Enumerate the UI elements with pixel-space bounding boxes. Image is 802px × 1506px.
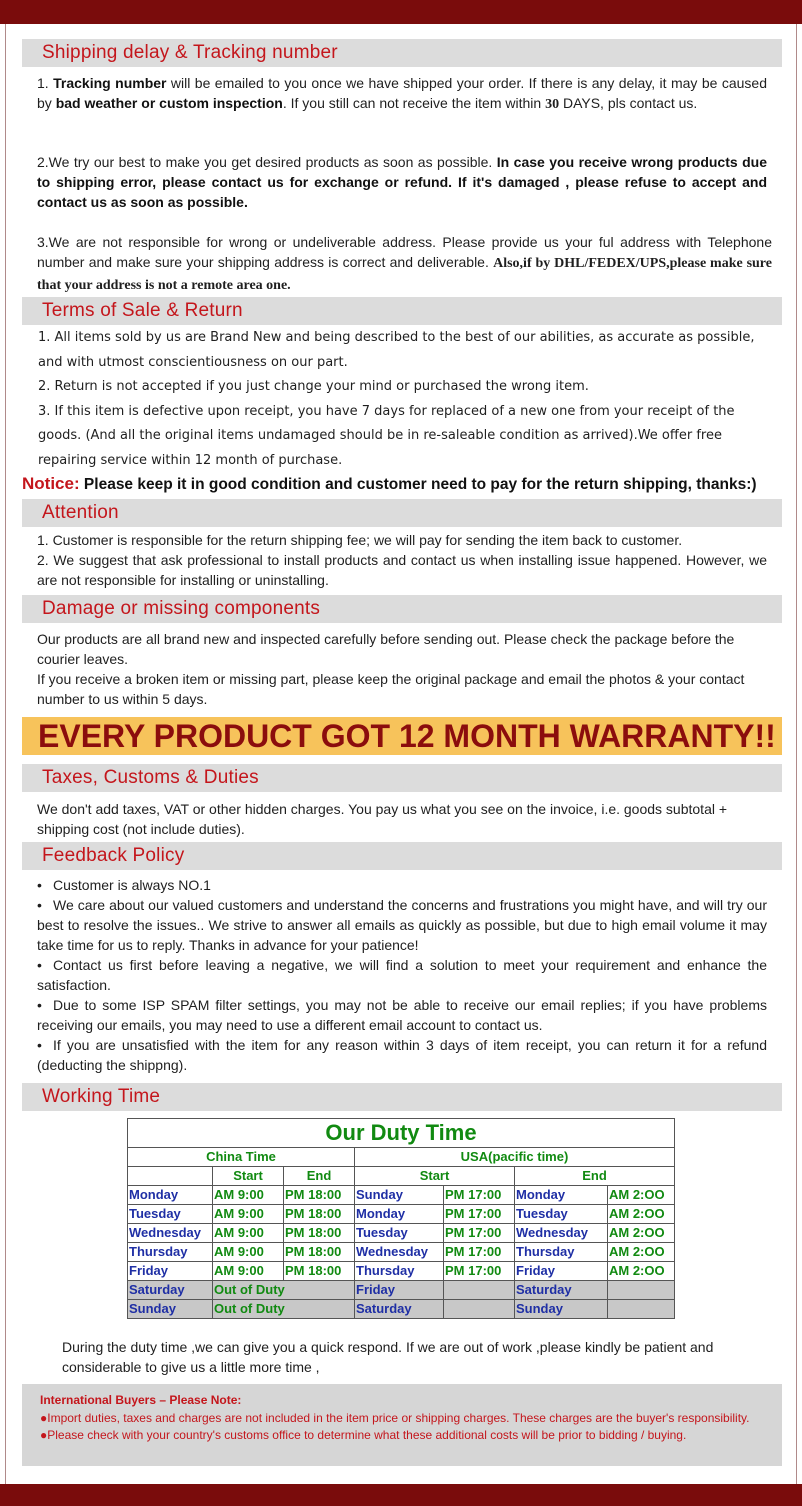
table-row: Sunday Out of Duty Saturday Sunday xyxy=(128,1300,675,1319)
table-row: Friday AM 9:00 PM 18:00 Thursday PM 17:00 Friday AM 2:OO xyxy=(128,1262,675,1281)
list-item: • Customer is always NO.1 xyxy=(37,877,211,893)
working-heading: Working Time xyxy=(22,1083,782,1111)
usa-start-header: Start xyxy=(355,1167,515,1186)
terms-heading: Terms of Sale & Return xyxy=(22,297,782,325)
duty-time-table xyxy=(127,1118,675,1319)
notice-label: Notice: xyxy=(22,474,80,493)
bottom-frame-bar xyxy=(0,1484,802,1506)
terms-item: 1. All items sold by us are Brand New and being described to the best of our abilities, as accurate as possible, and with utmost conscientiousness on our part. xyxy=(38,330,755,370)
terms-list xyxy=(38,326,778,473)
feedback-list xyxy=(37,875,767,1075)
shipping-heading: Shipping delay & Tracking number xyxy=(22,39,782,67)
china-time-header: China Time xyxy=(128,1148,355,1167)
attention-item: 2. We suggest that ask professional to install products and contact us when installing issue happened. However, we are not responsible for installing or uninstalling. xyxy=(37,552,767,588)
terms-item: 3. If this item is defective upon receipt, you have 7 days for replaced of a new one from your receipt of the goods. (And all the original items undamaged should be in re-saleable condition as arrived).We offer free repairing service within 12 month of purchase. xyxy=(38,403,735,468)
attention-item: 1. Customer is responsible for the return shipping fee; we will pay for sending the item back to customer. xyxy=(37,532,683,548)
table-row: Monday AM 9:00 PM 18:00 Sunday PM 17:00 Monday AM 2:OO xyxy=(128,1186,675,1205)
list-item: • Contact us first before leaving a negative, we will find a solution to meet your requirement and enhance the satisfaction. xyxy=(37,957,767,993)
table-row: Saturday Out of Duty Friday Saturday xyxy=(128,1281,675,1300)
usa-end-header: End xyxy=(515,1167,675,1186)
feedback-heading: Feedback Policy xyxy=(22,842,782,870)
international-item: ●Import duties, taxes and charges are not included in the item price or shipping charges. These charges are the buyer's responsibility. xyxy=(40,1410,750,1425)
table-row: Thursday AM 9:00 PM 18:00 Wednesday PM 17:00 Thursday AM 2:OO xyxy=(128,1243,675,1262)
china-start-header: Start xyxy=(213,1167,284,1186)
shipping-paragraph-2: 2.We try our best to make you get desired products as soon as possible. In case you receive wrong products due to shipping error, please contact us for exchange or refund. If it's damaged , please refuse to accept and contact us as soon as possible. xyxy=(37,154,767,210)
damage-text: Our products are all brand new and inspected carefully before sending out. Please check the package before the courier leaves. If you receive a broken item or missing part, please keep the original package and email the photos & your contact number to us within 5 days. xyxy=(37,631,745,707)
shipping-paragraph-3: 3.We are not responsible for wrong or undeliverable address. Please provide us your ful address with Telephone number and make sure your shipping address is correct and deliverable. Also,if by DHL/FEDEX/UPS,please make sure that your address is not a remote area one. xyxy=(37,234,772,293)
international-title: International Buyers – Please Note: xyxy=(40,1393,242,1407)
table-row: Tuesday AM 9:00 PM 18:00 Monday PM 17:00 Tuesday AM 2:OO xyxy=(128,1205,675,1224)
list-item: • Due to some ISP SPAM filter settings, you may not be able to receive our email replies; if you have problems receiving our emails, you may need to use a different email account to contact us. xyxy=(37,997,767,1033)
damage-heading: Damage or missing components xyxy=(22,595,782,623)
attention-list xyxy=(37,530,767,590)
usa-time-header: USA(pacific time) xyxy=(355,1148,675,1167)
taxes-text: We don't add taxes, VAT or other hidden charges. You pay us what you see on the invoice, i.e. goods subtotal + shipping cost (not include duties). xyxy=(37,801,728,837)
international-note xyxy=(22,1384,782,1466)
right-border xyxy=(796,24,797,1484)
table-row: Wednesday AM 9:00 PM 18:00 Tuesday PM 17:00 Wednesday AM 2:OO xyxy=(128,1224,675,1243)
top-frame-bar xyxy=(0,0,802,24)
terms-item: 2. Return is not accepted if you just change your mind or purchased the wrong item. xyxy=(38,379,589,394)
china-end-header: End xyxy=(284,1167,355,1186)
left-border xyxy=(5,24,6,1484)
notice-line: Notice: Please keep it in good condition and customer need to pay for the return shipping, thanks:) xyxy=(22,474,757,493)
list-item: • If you are unsatisfied with the item for any reason within 3 days of item receipt, you can return it for a refund (deducting the shippng). xyxy=(37,1037,767,1073)
taxes-heading: Taxes, Customs & Duties xyxy=(22,764,782,792)
duty-note: During the duty time ,we can give you a quick respond. If we are out of work ,please kindly be patient and considerable to give us a little more time , xyxy=(62,1339,714,1375)
list-item: • We care about our valued customers and understand the concerns and frustrations you might have, and will try our best to resolve the issues.. We strive to answer all emails as quickly as possible, but due to high email volume it may take time for us to reply. Thanks in advance for your patience! xyxy=(37,897,767,953)
international-item: ●Please check with your country's customs office to determine what these additional costs will be prior to bidding / buying. xyxy=(40,1428,687,1442)
attention-heading: Attention xyxy=(22,499,782,527)
warranty-banner: EVERY PRODUCT GOT 12 MONTH WARRANTY!! xyxy=(22,717,782,755)
shipping-paragraph-1: 1. Tracking number will be emailed to you once we have shipped your order. If there is any delay, it may be caused by bad weather or custom inspection. If you still can not receive the item within 30 DAYS, pls contact us. xyxy=(37,75,767,112)
table-title: Our Duty Time xyxy=(128,1119,675,1148)
